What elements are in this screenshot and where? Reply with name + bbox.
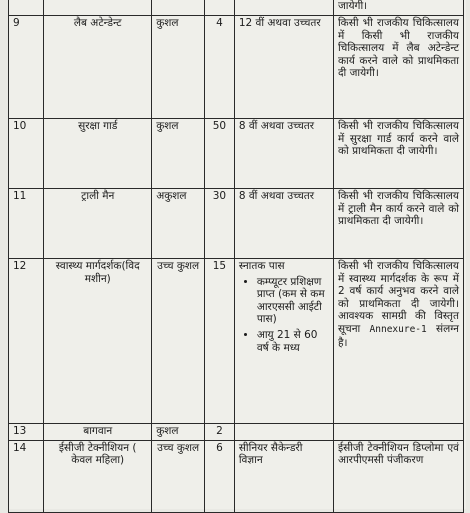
cell-sn: [9, 0, 44, 16]
cell-count: 15: [205, 259, 235, 424]
cell-post: बागवान: [44, 424, 152, 441]
cell-sn: 13: [9, 424, 44, 441]
note-annexure: Annexure-1: [369, 323, 427, 335]
table-row: [9, 189, 464, 259]
cell-note: [333, 424, 463, 441]
cell-category: कुशल: [152, 16, 205, 119]
table-row: [9, 0, 464, 16]
cell-category: उच्च कुशल: [152, 259, 205, 424]
cell-post: ईसीजी टेक्नीशियन ( केवल महिला): [44, 440, 152, 512]
cell-sn: 11: [9, 189, 44, 259]
note-main: किसी भी राजकीय चिकित्सालय में स्वास्थ्य मार्गदर्शक के रूप में 2 वर्ष कार्य अनुभव करने वाले को प्राथमिकता दी जायेगी। आवश्यक सामग्री की विस्तृत सूचना: [337, 260, 459, 335]
cell-category: कुशल: [152, 119, 205, 189]
cell-sn: 14: [9, 440, 44, 512]
posts-table: [8, 0, 464, 513]
cell-category: कुशल: [152, 424, 205, 441]
list-item: • कम्प्यूटर प्रशिक्षण प्राप्त (कम से कम आरएससी आईटी पास): [257, 276, 329, 326]
cell-category: उच्च कुशल: [152, 440, 205, 512]
table-row: [9, 440, 464, 512]
cell-qualification: [234, 424, 333, 441]
qualification-text: स्नातक पास: [238, 260, 285, 272]
qualification-points: [239, 276, 329, 355]
note-tail: संलग्न है।: [337, 322, 459, 349]
cell-post: [44, 0, 152, 16]
cell-category: अकुशल: [152, 189, 205, 259]
cell-post: लैब अटेन्डेन्ट: [44, 16, 152, 119]
cell-count: 30: [205, 189, 235, 259]
cell-note: किसी भी राजकीय चिकित्सालय में ट्राली मैन कार्य करने वाले को प्राथमिकता दी जायेगी।: [333, 189, 463, 259]
cell-qualification: 12 वीं अथवा उच्चतर: [234, 16, 333, 119]
cell-qualification: 8 वीं अथवा उच्चतर: [234, 119, 333, 189]
cell-count: [205, 0, 235, 16]
cell-count: 50: [205, 119, 235, 189]
cell-post: ट्राली मैन: [44, 189, 152, 259]
cell-count: 4: [205, 16, 235, 119]
list-item: • आयु 21 से 60 वर्ष के मध्य: [257, 329, 329, 354]
cell-qualification: [234, 259, 333, 424]
table-row: [9, 424, 464, 441]
document-page: [8, 0, 466, 509]
cell-post: स्वास्थ्य मार्गदर्शक(विद मशीन): [44, 259, 152, 424]
cell-post: सुरक्षा गार्ड: [44, 119, 152, 189]
cell-count: 2: [205, 424, 235, 441]
cell-sn: 10: [9, 119, 44, 189]
cell-qualification: [234, 0, 333, 16]
cell-note: किसी भी राजकीय चिकित्सालय में सुरक्षा गार्ड कार्य करने वाले को प्राथमिकता दी जायेगी।: [333, 119, 463, 189]
cell-sn: 12: [9, 259, 44, 424]
table-row: [9, 259, 464, 424]
cell-note: [333, 259, 463, 424]
cell-category: [152, 0, 205, 16]
cell-note: जायेगी।: [333, 0, 463, 16]
table-row: [9, 119, 464, 189]
cell-sn: 9: [9, 16, 44, 119]
cell-note: ईसीजी टेक्नीशियन डिप्लोमा एवं आरपीएमसी पंजीकरण: [333, 440, 463, 512]
cell-count: 6: [205, 440, 235, 512]
table-row: [9, 16, 464, 119]
cell-note: किसी भी राजकीय चिकित्सालय में किसी भी राजकीय चिकित्सालय में लैब अटेन्डेन्ट कार्य करने वाले को प्राथमिकता दी जायेगी।: [333, 16, 463, 119]
cell-qualification: 8 वीं अथवा उच्चतर: [234, 189, 333, 259]
cell-qualification: सीनियर सैकेन्डरी विज्ञान: [234, 440, 333, 512]
